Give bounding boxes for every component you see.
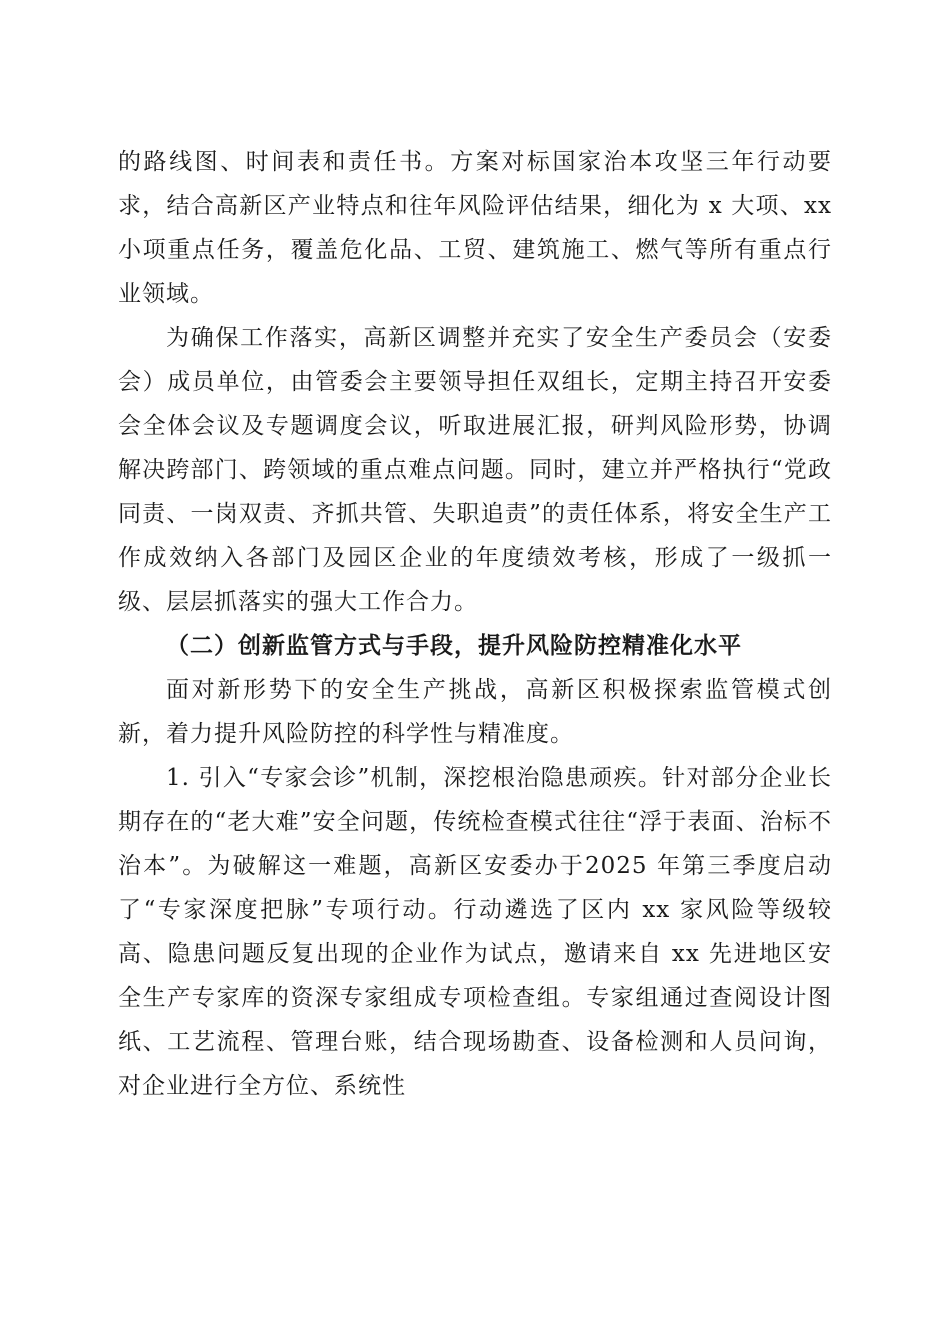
paragraph-supervision-innovation: 面对新形势下的安全生产挑战，高新区积极探索监管模式创新，着力提升风险防控的科学性与精准度。 [118,677,832,747]
section-heading: （二）创新监管方式与手段，提升风险防控精准化水平 [166,633,742,659]
paragraph-continuation: 的路线图、时间表和责任书。方案对标国家治本攻坚三年行动要求，结合高新区产业特点和往年风险评估结果，细化为 x 大项、xx 小项重点任务，覆盖危化品、工贸、建筑施工、燃气等所有重点行业领域。 [118,149,832,307]
paragraph-expert-consultation: 1. 引入“专家会诊”机制，深挖根治隐患顽疾。针对部分企业长期存在的“老大难”安全问题，传统检查模式往往“浮于表面、治标不治本”。为破解这一难题，高新区安委办于2025 年第三季度启动了“专家深度把脉”专项行动。行动遴选了区内 xx 家风险等级较高、隐患问题反复出现的企业作为试点，邀请来自 xx 先进地区安全生产专家库的资深专家组成专项检查组。专家组通过查阅设计图纸、工艺流程、管理台账，结合现场勘查、设备检测和人员问询，对企业进行全方位、系统性 [118,765,832,1099]
document-body [118,140,832,1108]
paragraph-responsibility-system: 为确保工作落实，高新区调整并充实了安全生产委员会（安委会）成员单位，由管委会主要领导担任双组长，定期主持召开安委会全体会议及专题调度会议，听取进展汇报，研判风险形势，协调解决跨部门、跨领域的重点难点问题。同时，建立并严格执行“党政同责、一岗双责、齐抓共管、失职追责”的责任体系，将安全生产工作成效纳入各部门及园区企业的年度绩效考核，形成了一级抓一级、层层抓落实的强大工作合力。 [118,325,832,615]
